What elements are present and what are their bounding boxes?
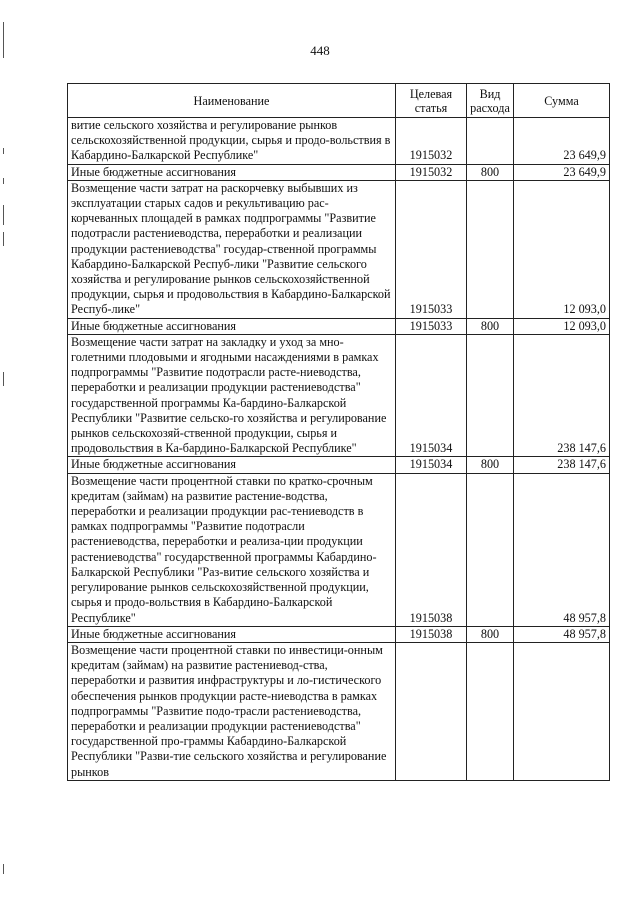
- table-header-row: [68, 84, 610, 118]
- row-name: Возмещение части затрат на закладку и уход за мно-голетними плодовыми и ягодными насаждениями в рамках подпрограммы "Развитие подотрасли расте-ниеводства, переработки и реализации продукции растениеводства" государственной программы Ка-бардино-Балкарской Республики "Развитие сельско-го хозяйства и регулирование рынков сельскохозяй-ственной продукции, сырья и продовольствия в Ка-бардино-Балкарской Республике": [68, 334, 396, 457]
- row-code: 1915034: [396, 334, 467, 457]
- row-name: Иные бюджетные ассигнования: [68, 457, 396, 473]
- row-kind: [467, 473, 514, 626]
- scan-edge-mark: [3, 232, 4, 246]
- scan-edge-mark: [3, 372, 4, 386]
- row-sum: 12 093,0: [514, 180, 610, 318]
- row-name: Возмещение части процентной ставки по кратко-срочным кредитам (займам) на развитие растение-водства, переработки и реализации продукции рас-тениеводств в рамках подпрограммы "Развитие подотрасли растениеводства, переработки и реализа-ции продукции растениеводства" государственной программы Кабардино-Балкарской Республики "Раз-витие сельского хозяйства и регулирование рынков сельскохозяйственной продукции, сырья и продо-вольствия в Кабардино-Балкарской Республике": [68, 473, 396, 626]
- header-name: Наименование: [68, 84, 396, 118]
- table-row: [68, 180, 610, 318]
- scan-edge-mark: [3, 178, 4, 184]
- row-sum: 12 093,0: [514, 318, 610, 334]
- row-name: Иные бюджетные ассигнования: [68, 318, 396, 334]
- table-row: [68, 334, 610, 457]
- row-kind: [467, 642, 514, 780]
- row-sum: 48 957,8: [514, 473, 610, 626]
- row-kind: 800: [467, 318, 514, 334]
- row-name: Иные бюджетные ассигнования: [68, 626, 396, 642]
- row-kind: 800: [467, 457, 514, 473]
- row-kind: 800: [467, 626, 514, 642]
- table-row: [68, 642, 610, 780]
- page-number: 448: [310, 43, 330, 58]
- row-code: 1915038: [396, 473, 467, 626]
- scan-edge-mark: [3, 205, 4, 225]
- row-code: 1915038: [396, 626, 467, 642]
- row-kind: [467, 334, 514, 457]
- table-row: [68, 626, 610, 642]
- header-kind: Вид расхода: [467, 84, 514, 118]
- row-sum: 238 147,6: [514, 334, 610, 457]
- row-code: 1915032: [396, 118, 467, 165]
- table-row: [68, 118, 610, 165]
- row-sum: 23 649,9: [514, 118, 610, 165]
- header-target: Целевая статья: [396, 84, 467, 118]
- scan-edge-mark: [3, 148, 4, 154]
- table-row: [68, 164, 610, 180]
- scan-edge-mark: [3, 864, 4, 874]
- row-code: 1915033: [396, 180, 467, 318]
- row-code: 1915034: [396, 457, 467, 473]
- row-name: Возмещение части процентной ставки по инвестици-онным кредитам (займам) на развитие растениевод-ства, переработки и развития инфраструктуры и ло-гистического обеспечения рынков продукции расте-ниеводства в рамках подпрограммы "Развитие подо-трасли растениеводства, переработки и реализации продукции растениеводства" государственной про-граммы Кабардино-Балкарской Республики "Разви-тие сельского хозяйства и регулирование рынков: [68, 642, 396, 780]
- row-code: [396, 642, 467, 780]
- row-name: витие сельского хозяйства и регулирование рынков сельскохозяйственной продукции, сырья и продо-вольствия в Кабардино-Балкарской Республике": [68, 118, 396, 165]
- row-sum: 238 147,6: [514, 457, 610, 473]
- budget-table: [67, 83, 610, 781]
- table-row: [68, 473, 610, 626]
- header-sum: Сумма: [514, 84, 610, 118]
- row-code: 1915032: [396, 164, 467, 180]
- row-code: 1915033: [396, 318, 467, 334]
- row-kind: 800: [467, 164, 514, 180]
- row-name: Иные бюджетные ассигнования: [68, 164, 396, 180]
- row-kind: [467, 118, 514, 165]
- row-name: Возмещение части затрат на раскорчевку выбывших из эксплуатации старых садов и рекультивацию рас-корчеванных площадей в рамках подпрограммы "Развитие подотрасли растениеводства, переработки и реализации продукции растениеводства" государ-ственной программы Кабардино-Балкарской Респуб-лики "Развитие сельского хозяйства и регулирование рынков сельскохозяйственной продукции, сырья и продовольствия в Кабардино-Балкарской Респуб-лике": [68, 180, 396, 318]
- table-row: [68, 457, 610, 473]
- row-sum: 23 649,9: [514, 164, 610, 180]
- row-sum: [514, 642, 610, 780]
- table-row: [68, 318, 610, 334]
- row-sum: 48 957,8: [514, 626, 610, 642]
- row-kind: [467, 180, 514, 318]
